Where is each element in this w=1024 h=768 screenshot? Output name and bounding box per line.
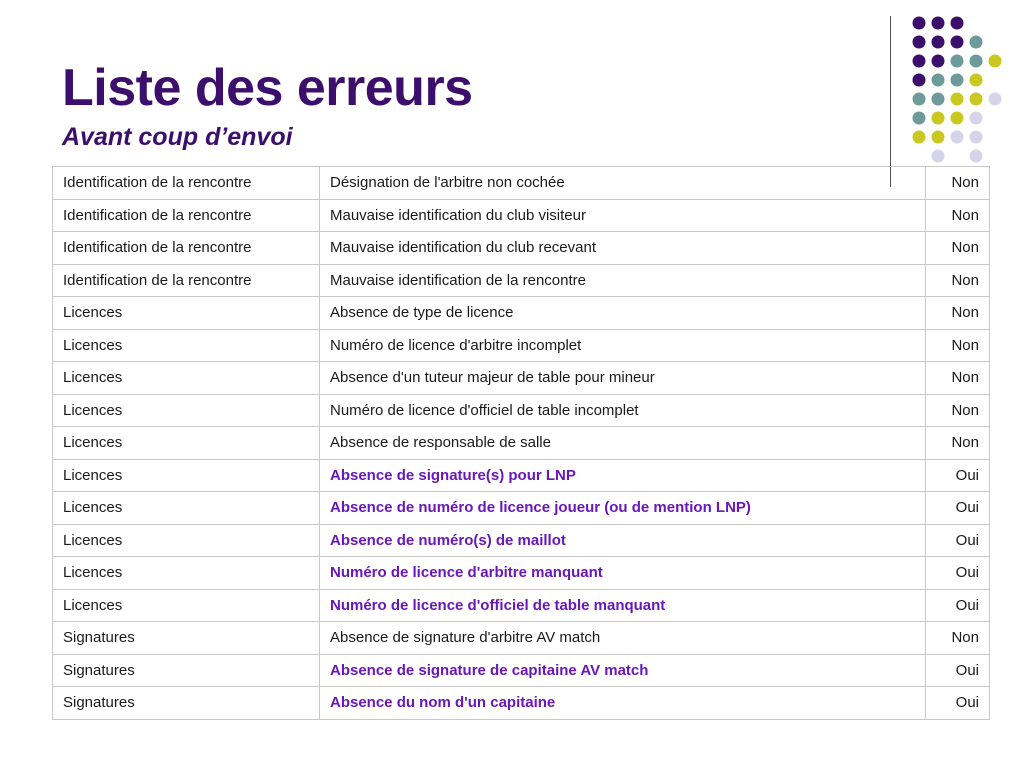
error-description-cell: Absence de responsable de salle bbox=[320, 427, 926, 460]
blocking-value-cell: Non bbox=[926, 264, 990, 297]
blocking-value-cell: Oui bbox=[926, 524, 990, 557]
decorative-dot bbox=[970, 150, 983, 163]
decorative-dot bbox=[989, 93, 1002, 106]
table-row bbox=[53, 427, 990, 460]
table-row bbox=[53, 524, 990, 557]
category-cell: Identification de la rencontre bbox=[53, 167, 320, 200]
blocking-value-cell: Oui bbox=[926, 654, 990, 687]
blocking-value-cell: Non bbox=[926, 232, 990, 265]
error-description-cell: Absence de numéro de licence joueur (ou de mention LNP) bbox=[320, 492, 926, 525]
decorative-dot bbox=[913, 112, 926, 125]
blocking-value-cell: Non bbox=[926, 622, 990, 655]
divider-line bbox=[890, 16, 891, 187]
error-description-cell: Numéro de licence d'officiel de table manquant bbox=[320, 589, 926, 622]
decorative-dot bbox=[951, 17, 964, 30]
page-title: Liste des erreurs bbox=[62, 59, 473, 117]
category-cell: Licences bbox=[53, 427, 320, 460]
decorative-dot bbox=[951, 131, 964, 144]
table-row bbox=[53, 362, 990, 395]
table-row bbox=[53, 199, 990, 232]
error-description-cell: Mauvaise identification du club visiteur bbox=[320, 199, 926, 232]
decorative-dot bbox=[932, 93, 945, 106]
decorative-dot bbox=[951, 74, 964, 87]
table-row bbox=[53, 329, 990, 362]
decorative-dot bbox=[951, 55, 964, 68]
blocking-value-cell: Oui bbox=[926, 589, 990, 622]
decorative-dot bbox=[913, 131, 926, 144]
table-row bbox=[53, 297, 990, 330]
category-cell: Licences bbox=[53, 589, 320, 622]
blocking-value-cell: Oui bbox=[926, 492, 990, 525]
blocking-value-cell: Non bbox=[926, 199, 990, 232]
decorative-dot bbox=[951, 112, 964, 125]
category-cell: Signatures bbox=[53, 622, 320, 655]
decorative-dot bbox=[970, 74, 983, 87]
decorative-dot bbox=[970, 112, 983, 125]
decorative-dot bbox=[951, 36, 964, 49]
decorative-dot bbox=[951, 93, 964, 106]
error-description-cell: Mauvaise identification du club recevant bbox=[320, 232, 926, 265]
error-description-cell: Absence de numéro(s) de maillot bbox=[320, 524, 926, 557]
error-description-cell: Absence d'un tuteur majeur de table pour mineur bbox=[320, 362, 926, 395]
decorative-dot bbox=[932, 112, 945, 125]
table-row bbox=[53, 264, 990, 297]
decorative-dot bbox=[989, 55, 1002, 68]
error-description-cell: Absence de signature(s) pour LNP bbox=[320, 459, 926, 492]
blocking-value-cell: Oui bbox=[926, 557, 990, 590]
error-description-cell: Absence de signature d'arbitre AV match bbox=[320, 622, 926, 655]
decorative-dot bbox=[913, 74, 926, 87]
decorative-dot bbox=[932, 17, 945, 30]
table-row bbox=[53, 167, 990, 200]
error-description-cell: Désignation de l'arbitre non cochée bbox=[320, 167, 926, 200]
decorative-dot bbox=[932, 36, 945, 49]
blocking-value-cell: Oui bbox=[926, 459, 990, 492]
category-cell: Signatures bbox=[53, 654, 320, 687]
table-row bbox=[53, 654, 990, 687]
decorative-dot bbox=[932, 74, 945, 87]
decorative-dot bbox=[932, 55, 945, 68]
blocking-value-cell: Non bbox=[926, 167, 990, 200]
decorative-dot bbox=[913, 93, 926, 106]
decorative-dot bbox=[970, 55, 983, 68]
blocking-value-cell: Non bbox=[926, 427, 990, 460]
category-cell: Licences bbox=[53, 492, 320, 525]
table-row bbox=[53, 687, 990, 720]
category-cell: Identification de la rencontre bbox=[53, 264, 320, 297]
decorative-dot bbox=[913, 17, 926, 30]
category-cell: Licences bbox=[53, 524, 320, 557]
blocking-value-cell: Oui bbox=[926, 687, 990, 720]
page-subtitle: Avant coup d’envoi bbox=[62, 123, 293, 151]
category-cell: Signatures bbox=[53, 687, 320, 720]
category-cell: Licences bbox=[53, 362, 320, 395]
error-description-cell: Absence du nom d'un capitaine bbox=[320, 687, 926, 720]
category-cell: Identification de la rencontre bbox=[53, 232, 320, 265]
table-row bbox=[53, 622, 990, 655]
decorative-dot bbox=[970, 93, 983, 106]
decorative-dot bbox=[913, 36, 926, 49]
decorative-dot bbox=[932, 150, 945, 163]
error-description-cell: Numéro de licence d'officiel de table incomplet bbox=[320, 394, 926, 427]
category-cell: Licences bbox=[53, 459, 320, 492]
error-description-cell: Absence de signature de capitaine AV match bbox=[320, 654, 926, 687]
category-cell: Identification de la rencontre bbox=[53, 199, 320, 232]
category-cell: Licences bbox=[53, 394, 320, 427]
table-row bbox=[53, 459, 990, 492]
table-row bbox=[53, 232, 990, 265]
table-row bbox=[53, 492, 990, 525]
decorative-dot bbox=[970, 36, 983, 49]
blocking-value-cell: Non bbox=[926, 329, 990, 362]
table-row bbox=[53, 557, 990, 590]
blocking-value-cell: Non bbox=[926, 362, 990, 395]
table-row bbox=[53, 394, 990, 427]
error-table bbox=[52, 166, 990, 720]
category-cell: Licences bbox=[53, 297, 320, 330]
table-row bbox=[53, 589, 990, 622]
error-description-cell: Numéro de licence d'arbitre manquant bbox=[320, 557, 926, 590]
blocking-value-cell: Non bbox=[926, 394, 990, 427]
blocking-value-cell: Non bbox=[926, 297, 990, 330]
category-cell: Licences bbox=[53, 557, 320, 590]
error-description-cell: Numéro de licence d'arbitre incomplet bbox=[320, 329, 926, 362]
category-cell: Licences bbox=[53, 329, 320, 362]
decorative-dot bbox=[932, 131, 945, 144]
error-description-cell: Absence de type de licence bbox=[320, 297, 926, 330]
decorative-dot bbox=[970, 131, 983, 144]
decorative-dot bbox=[913, 55, 926, 68]
error-description-cell: Mauvaise identification de la rencontre bbox=[320, 264, 926, 297]
